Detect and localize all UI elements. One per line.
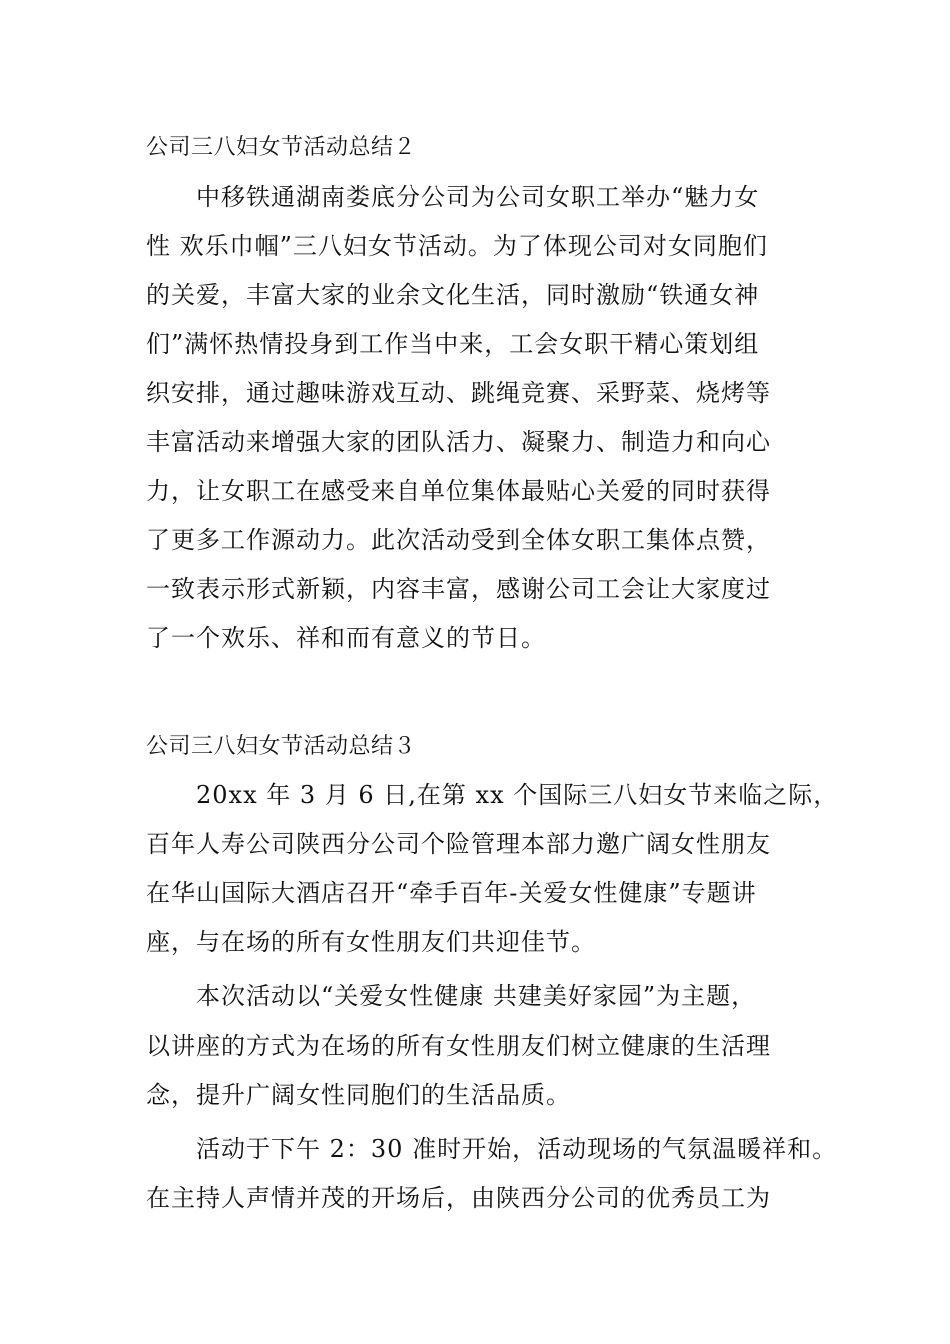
section-3-p2-line-2: 以讲座的方式为在场的所有女性朋友们树立健康的生活理 xyxy=(146,1032,771,1060)
section-3-p1-line-4: 座，与在场的所有女性朋友们共迎佳节。 xyxy=(146,928,596,956)
section-3-p1-line-1: 20xx 年 3 月 6 日,在第 xx 个国际三八妇女节来临之际， xyxy=(196,781,839,809)
section-2-line-9: 一致表示形式新颖，内容丰富，感谢公司工会让大家度过 xyxy=(146,575,771,603)
section-2-line-3: 的关爱，丰富大家的业余文化生活，同时激励“铁通女神 xyxy=(146,281,760,309)
section-2-line-6: 丰富活动来增强大家的团队活力、凝聚力、制造力和向心 xyxy=(146,428,771,456)
section-2-line-8: 了更多工作源动力。此次活动受到全体女职工集体点赞， xyxy=(146,526,771,554)
section-2-line-7: 力，让女职工在感受来自单位集体最贴心关爱的同时获得 xyxy=(146,477,771,505)
section-2-line-1: 中移铁通湖南娄底分公司为公司女职工举办“魅力女 xyxy=(196,183,760,211)
section-3-p3-line-1: 活动于下午 2：30 准时开始，活动现场的气氛温暖祥和。 xyxy=(196,1135,838,1163)
section-2-line-10: 了一个欢乐、祥和而有意义的节日。 xyxy=(146,624,546,652)
section-3-p2-line-3: 念，提升广阔女性同胞们的生活品质。 xyxy=(146,1081,571,1109)
section-3-p3-line-2: 在主持人声情并茂的开场后，由陕西分公司的优秀员工为 xyxy=(146,1184,771,1212)
section-3-p2-line-1: 本次活动以“关爱女性健康 共建美好家园”为主题， xyxy=(196,982,757,1010)
section-2-line-2: 性 欢乐巾帼”三八妇女节活动。为了体现公司对女同胞们 xyxy=(146,232,768,260)
section-3-p1-line-2: 百年人寿公司陕西分公司个险管理本部力邀广阔女性朋友 xyxy=(146,830,771,858)
section-2-title: 公司三八妇女节活动总结２ xyxy=(146,135,417,160)
section-2-line-5: 织安排，通过趣味游戏互动、跳绳竞赛、采野菜、烧烤等 xyxy=(146,379,771,407)
section-3-title: 公司三八妇女节活动总结３ xyxy=(146,734,417,759)
section-2-line-4: 们”满怀热情投身到工作当中来，工会女职干精心策划组 xyxy=(146,330,760,358)
section-3-p1-line-3: 在华山国际大酒店召开“牵手百年-关爱女性健康”专题讲 xyxy=(146,879,757,907)
